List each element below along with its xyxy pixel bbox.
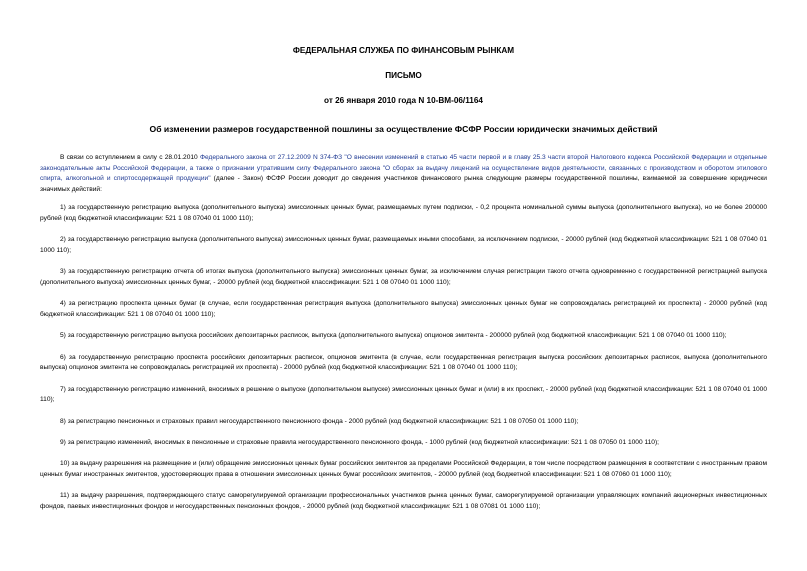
- list-item: 2) за государственную регистрацию выпуска (дополнительного выпуска) эмиссионных ценных бумаг, размещаемых иными способами, за исключением подписки, - 20000 рублей (код бюджетной классификации: 521 1 08 07040 01 1000 110);: [40, 236, 767, 254]
- federal-law-link[interactable]: Федерального закона от 27.12.2009 N 374-ФЗ "О внесении изменений в статью 45 части первой и в главу 25.3 части второй Налогового кодекса Российской Федерации и отдельные законодательные акты Российской Федерации, а также о признании утратившим силу Федерального закона "О сборах за выдачу лицензий на осуществление видов деятельности, связанных с производством и оборотом этилового спирта, алкогольной и спиртосодержащей продукции": [40, 154, 768, 183]
- document-type: ПИСЬМО: [385, 71, 422, 80]
- intro-text-before: В связи со вступлением в силу с 28.01.2010: [60, 154, 200, 161]
- list-item: 7) за государственную регистрацию изменений, вносимых в решение о выпуске (дополнительном выпуске) эмиссионных ценных бумаг и (или) в их проспект, - 20000 рублей (код бюджетной классификации: 521 1 08 07040 01 1000 110);: [40, 385, 767, 404]
- list-item: 5) за государственную регистрацию выпуска российских депозитарных расписок, выпуска (дополнительного выпуска) опционов эмитента - 200000 рублей (код бюджетной классификации: 521 1 08 07040 01 1000 110);: [60, 332, 727, 340]
- intro-text-after: (далее - Закон) ФСФР России доводит до сведения участников финансового рынка следующие размеры государственной пошлины, взимаемой за совершение юридически значимых действий:: [40, 175, 767, 193]
- agency-name: ФЕДЕРАЛЬНАЯ СЛУЖБА ПО ФИНАНСОВЫМ РЫНКАМ: [292, 46, 515, 55]
- document-date-number: от 26 января 2010 года N 10-ВМ-06/1164: [324, 96, 483, 105]
- list-item: 1) за государственную регистрацию выпуска (дополнительного выпуска) эмиссионных ценных бумаг, размещаемых путем подписки, - 0,2 процента номинальной суммы выпуска (дополнительного выпуска), но не более 200000 рублей (код бюджетной классификации: 521 1 08 07040 01 1000 110);: [40, 204, 767, 222]
- list-item: 11) за выдачу разрешения, подтверждающего статус саморегулируемой организации профессиональных участников рынка ценных бумаг, саморегулируемой организации управляющих компаний акционерных инвестиционных фондов, паевых инвестиционных фондов и негосударственных пенсионных фондов, - 20000 рублей (код бюджетной классификации: 521 1 08 07081 01 1000 110);: [40, 492, 767, 511]
- list-item: 10) за выдачу разрешения на размещение и (или) обращение эмиссионных ценных бумаг российских эмитентов за пределами Российской Федерации, в том числе посредством размещения в соответствии с иностранным правом ценных бумаг иностранных эмитентов, удостоверяющих права в отношении эмиссионных ценных бумаг российских эмитентов, - 20000 рублей (код бюджетной классификации: 521 1 08 07060 01 1000 110);: [40, 460, 767, 479]
- list-item: 8) за регистрацию пенсионных и страховых правил негосударственного пенсионного фонда - 2000 рублей (код бюджетной классификации: 521 1 08 07050 01 1000 110);: [60, 417, 579, 425]
- document-body: [40, 153, 767, 513]
- list-item: 4) за регистрацию проспекта ценных бумаг (в случае, если государственная регистрация выпуска (дополнительного выпуска) эмиссионных ценных бумаг не сопровождалась регистрацией их проспекта) - 20000 рублей (код бюджетной классификации: 521 1 08 07040 01 1000 110);: [40, 300, 767, 318]
- document-subject: Об изменении размеров государственной пошлины за осуществление ФСФР России юридически значимых действий: [149, 124, 658, 134]
- list-item: 6) за государственную регистрацию проспекта российских депозитарных расписок, опционов эмитента (в случае, если государственная регистрация выпуска российских депозитарных расписок, выпуска (дополнительного выпуска) опционов эмитента не сопровождалась регистрацией их проспекта) - 20000 рублей (код бюджетной классификации: 521 1 08 07040 01 1000 110);: [40, 353, 767, 372]
- list-item: 3) за государственную регистрацию отчета об итогах выпуска (дополнительного выпуска) эмиссионных ценных бумаг, за исключением случая регистрации такого отчета одновременно с государственной регистрацией выпуска (дополнительного выпуска) эмиссионных ценных бумаг, - 20000 рублей (код бюджетной классификации: 521 1 08 07040 01 1000 110);: [40, 268, 767, 286]
- list-item: 9) за регистрацию изменений, вносимых в пенсионные и страховые правила негосударственного пенсионного фонда, - 1000 рублей (код бюджетной классификации: 521 1 08 07050 01 1000 110);: [60, 439, 660, 447]
- intro-paragraph: [40, 153, 767, 195]
